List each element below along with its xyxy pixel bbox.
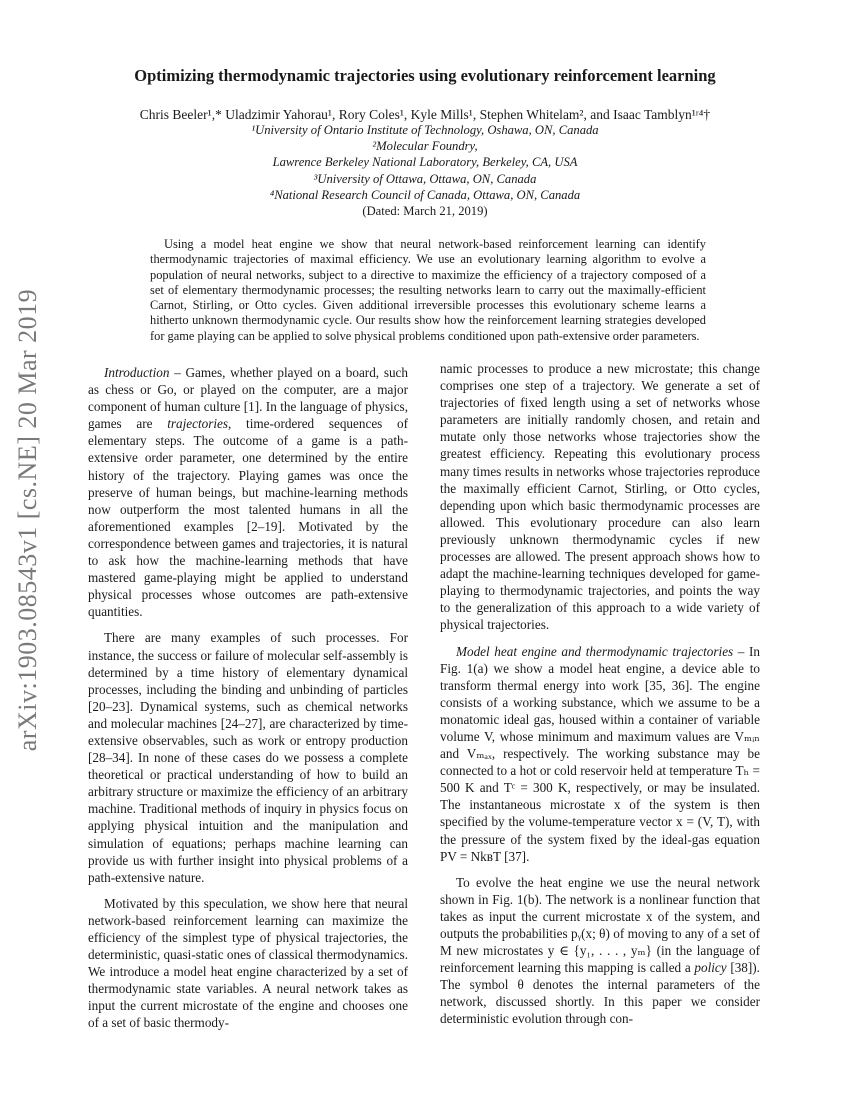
abstract: Using a model heat engine we show that neural network-based reinforcement learning can identify thermodynamic trajectories of maximal efficiency. We use an evolutionary learning algorithm to evolve a population of neural networks, subject to a directive to maximize the efficiency of a trajectory composed of a set of elementary thermodynamic processes; the resulting networks learn to carry out the maximally-efficient Carnot, Stirling, or Otto cycles. Given additional irreversible processes this evolutionary scheme learns a hitherto unknown thermodynamic cycle. Our results show how the reinforcement learning strategies developed for game playing can be applied to solve physical problems conditioned upon path-extensive order parameters. (150, 237, 706, 343)
model-heat-engine-paragraph: Model heat engine and thermodynamic trajectories – In Fig. 1(a) we show a model heat engine, a device able to transform thermal energy into work [35, 36]. The engine consists of a working substance, which we assume to be a monatomic ideal gas, housed within a container of variable volume V, whose minimum and maximum values are Vₘᵢₙ and Vₘₐₓ, respectively. The working substance may be connected to a hot or cold reservoir held at temperature Tₕ = 500 K and Tᶜ = 300 K, respectively, or may be insulated. The instantaneous microstate x of the system is then specified by the volume-temperature vector x = (V, T), with the pressure of the system fixed by the ideal-gas equation PV = NkʙT [37]. (440, 643, 760, 864)
date-line: (Dated: March 21, 2019) (362, 204, 488, 218)
arxiv-stamp (8, 290, 48, 750)
affiliation-line: Lawrence Berkeley National Laboratory, Berkeley, CA, USA (272, 155, 578, 170)
section-heading-model-heat-engine: Model heat engine and thermodynamic trajectories (456, 643, 734, 659)
affiliation-line: ²Molecular Foundry, (372, 139, 478, 154)
body-paragraph-continued: namic processes to produce a new microstate; this change comprises one step of a trajectory. We generate a set of trajectories of fixed length using a set of networks whose parameters are initially randomly chosen, and retain and mutate only those networks whose trajectories show the greatest efficiency. Repeating this evolutionary process many times results in networks whose trajectories reproduce the maximally efficient Carnot, Stirling, or Otto cycles, depending upon which basic thermodynamic processes are allowed. This evolutionary procedure can also learn previously unknown thermodynamic cycles if new processes are allowed. The present approach shows how to adapt the machine-learning techniques developed for game-playing to thermodynamic trajectories, and points the way to the generalization of this approach to a wide variety of physical trajectories. (440, 361, 760, 633)
left-column (88, 364, 408, 1041)
right-column (440, 360, 760, 1037)
author-list: Chris Beeler¹,* Uladzimir Yahorau¹, Rory Coles¹, Kyle Mills¹, Stephen Whitelam², and Isaac Tamblyn¹ʳ⁴† (139, 107, 711, 122)
body-paragraph: Motivated by this speculation, we show here that neural network-based reinforcement learning can maximize the efficiency of the simplest type of physical trajectories, the deterministic, quasi-static ones of classical thermodynamics. We introduce a model heat engine characterized by a set of thermodynamic state variables. A neural network takes as input the current microstate of the engine and chooses one of a set of basic thermody- (88, 895, 408, 1031)
body-paragraph: There are many examples of such processes. For instance, the success or failure of molecular self-assembly is determined by a time history of elementary dynamical processes, including the binding and unbinding of particles [20–23]. Dynamical systems, such as chemical networks and molecular machines [24–27], are characterized by time-extensive observables, such as work or entropy production [28–34]. In none of these cases do we possess a complete theoretical or practical understanding of how to build an arbitrary structure or maximize the efficiency of an arbitrary machine. Traditional methods of inquiry in physics focus on applying physical intuition and the manipulation and simulation of equations; perhaps machine learning can provide us with further insight into physical problems of a path-extensive nature. (88, 630, 408, 885)
arxiv-identifier: arXiv:1903.08543v1 [cs.NE] 20 Mar 2019 (13, 288, 42, 752)
affiliations (60, 122, 790, 203)
body-paragraph: To evolve the heat engine we use the neural network shown in Fig. 1(b). The network is a nonlinear function that takes as input the current microstate x of the system, and outputs the probabilities pᵧ(x; θ) of moving to any of a set of M new microstates y ∈ {y₁, . . . , yₘ} (in the language of reinforcement learning this mapping is called a policy [38]). The symbol θ denotes the internal parameters of the network, discussed shortly. In this paper we consider deterministic evolution through con- (440, 874, 760, 1027)
section-heading-introduction: Introduction (104, 365, 170, 380)
affiliation-line: ³University of Ottawa, Ottawa, ON, Canada (313, 171, 537, 186)
affiliation-line: ¹University of Ontario Institute of Technology, Oshawa, ON, Canada (251, 123, 599, 137)
paper-title: Optimizing thermodynamic trajectories using evolutionary reinforcement learning (134, 66, 716, 85)
affiliation-line: ⁴National Research Council of Canada, Ottawa, ON, Canada (269, 187, 581, 202)
intro-paragraph: Introduction – Games, whether played on a board, such as chess or Go, or played on the computer, are a major component of human culture [1]. In the language of physics, games are trajectories, time-ordered sequences of elementary steps. The outcome of a game is a path-extensive order parameter, one determined by the entire history of the trajectory. Playing games was once the preserve of human beings, but machine-learning methods now outperform the most talented humans in all the aforementioned examples [2–19]. Motivated by the correspondence between games and trajectories, it is natural to ask how the machine-learning methods that have mastered game-playing might be applied to understand physical processes whose outcomes are path-extensive quantities. (88, 365, 409, 620)
